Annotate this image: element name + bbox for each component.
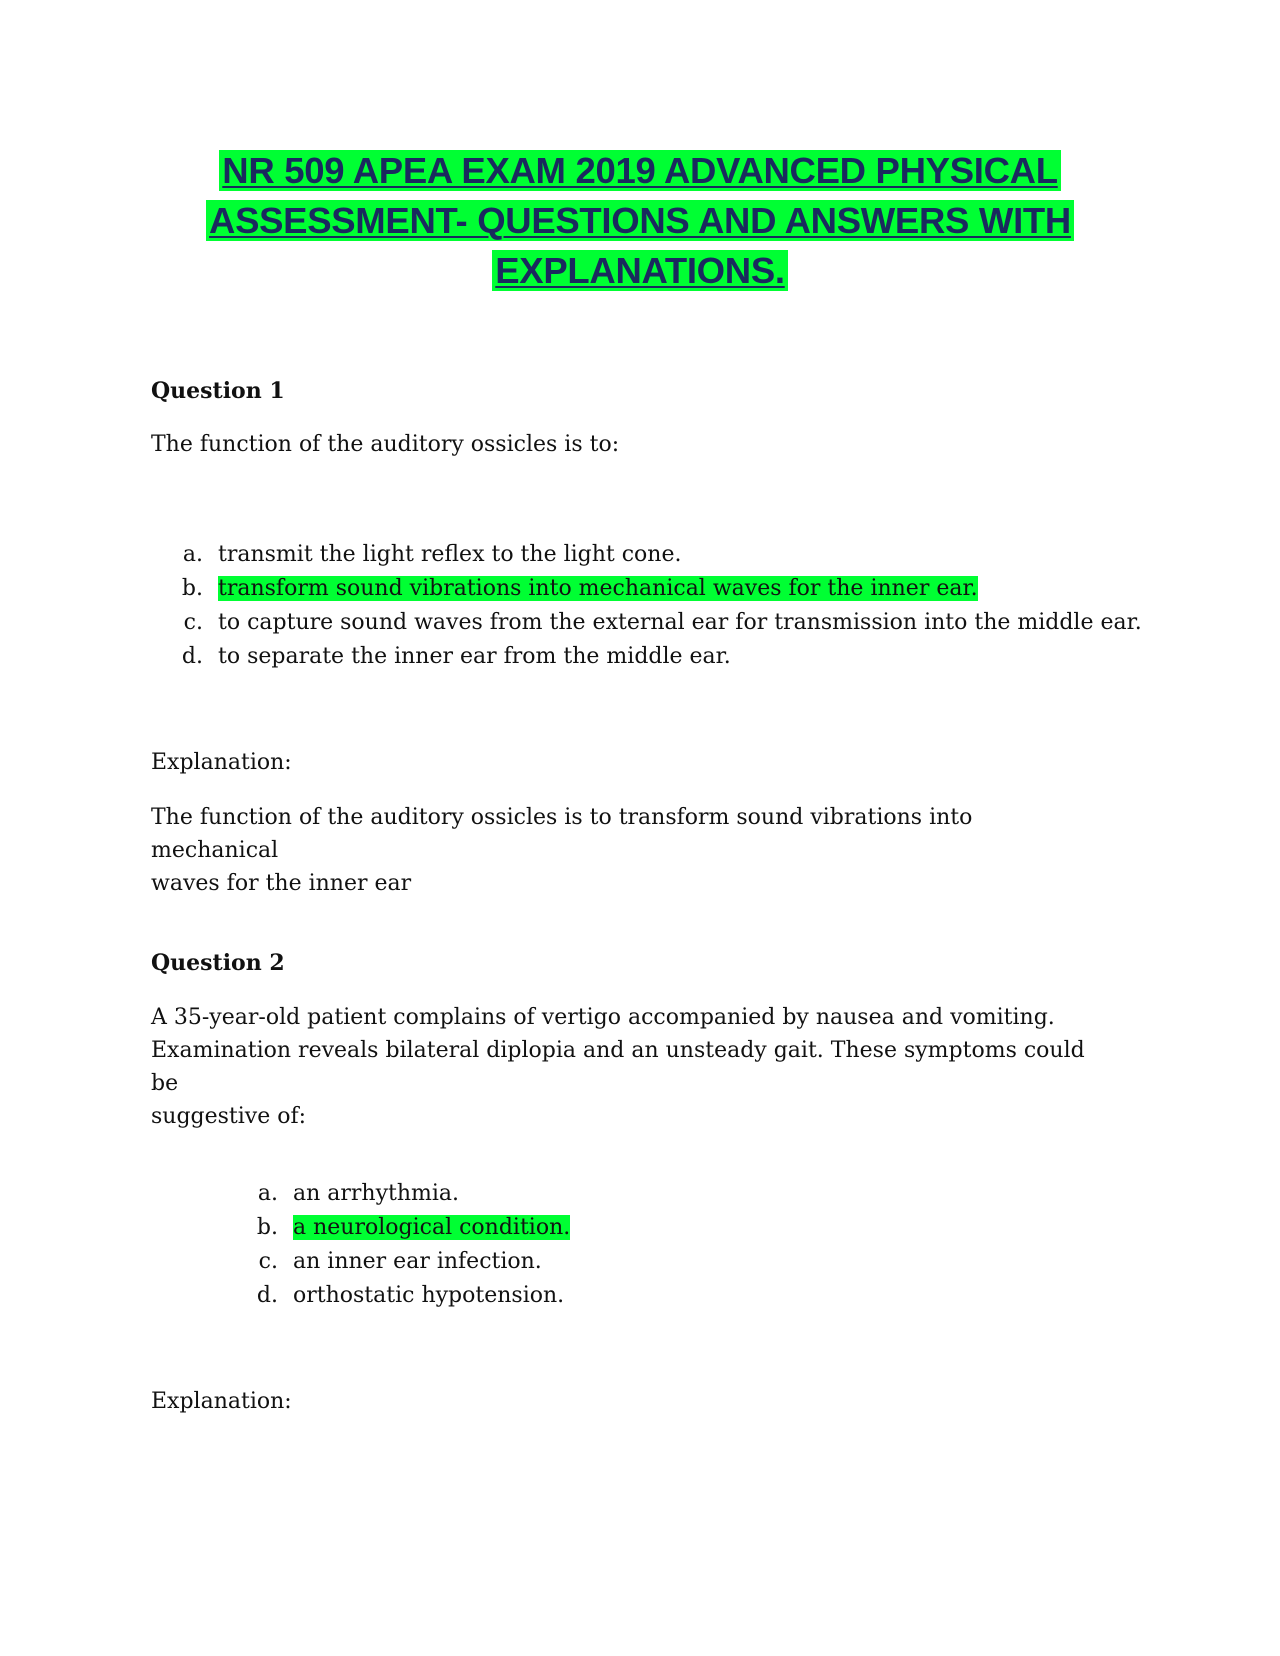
- option-letter: b.: [256, 1215, 278, 1240]
- correct-answer-highlight: transform sound vibrations into mechanical waves for the inner ear.: [218, 576, 978, 601]
- option-text: to separate the inner ear from the middle ear.: [218, 644, 731, 669]
- option-d: [248, 1279, 570, 1313]
- question-2-heading: Question 2: [151, 950, 285, 976]
- option-text: orthostatic hypotension.: [293, 1283, 565, 1308]
- option-letter: a.: [257, 1181, 278, 1206]
- question-2-stem: A 35-year-old patient complains of vertigo accompanied by nausea and vomiting. Examination reveals bilateral diplopia and an unsteady gait. These symptoms could be suggestive of:: [151, 1005, 1085, 1129]
- option-c: [248, 1245, 570, 1279]
- option-letter: b.: [181, 576, 203, 601]
- option-letter: c.: [183, 610, 203, 635]
- option-letter: a.: [182, 542, 203, 567]
- question-1-heading: Question 1: [151, 378, 285, 404]
- question-1-explanation-label: Explanation:: [151, 750, 292, 775]
- question-1-stem: The function of the auditory ossicles is to:: [151, 432, 620, 457]
- option-letter: d.: [256, 1283, 278, 1308]
- option-text: an inner ear infection.: [293, 1249, 542, 1274]
- title-line: EXPLANATIONS.: [150, 246, 1130, 296]
- question-1-options: [173, 538, 1142, 674]
- title-line: ASSESSMENT- QUESTIONS AND ANSWERS WITH: [150, 196, 1130, 246]
- option-text: to capture sound waves from the external ear for transmission into the middle ear.: [218, 610, 1142, 635]
- option-d: [173, 640, 1142, 674]
- question-2-options: [248, 1177, 570, 1313]
- option-b-correct: [173, 572, 1142, 606]
- question-1-explanation: The function of the auditory ossicles is to transform sound vibrations into mechanical waves for the inner ear: [151, 805, 973, 896]
- option-text: an arrhythmia.: [293, 1181, 460, 1206]
- option-b-correct: [248, 1211, 570, 1245]
- option-c: [173, 606, 1142, 640]
- title-line: NR 509 APEA EXAM 2019 ADVANCED PHYSICAL: [150, 146, 1130, 196]
- question-2-explanation-label: Explanation:: [151, 1389, 292, 1414]
- option-letter: c.: [258, 1249, 278, 1274]
- option-letter: d.: [181, 644, 203, 669]
- option-text: transmit the light reflex to the light cone.: [218, 542, 682, 567]
- option-a: [173, 538, 1142, 572]
- option-a: [248, 1177, 570, 1211]
- document-title: [150, 146, 1130, 296]
- correct-answer-highlight: a neurological condition.: [293, 1215, 571, 1240]
